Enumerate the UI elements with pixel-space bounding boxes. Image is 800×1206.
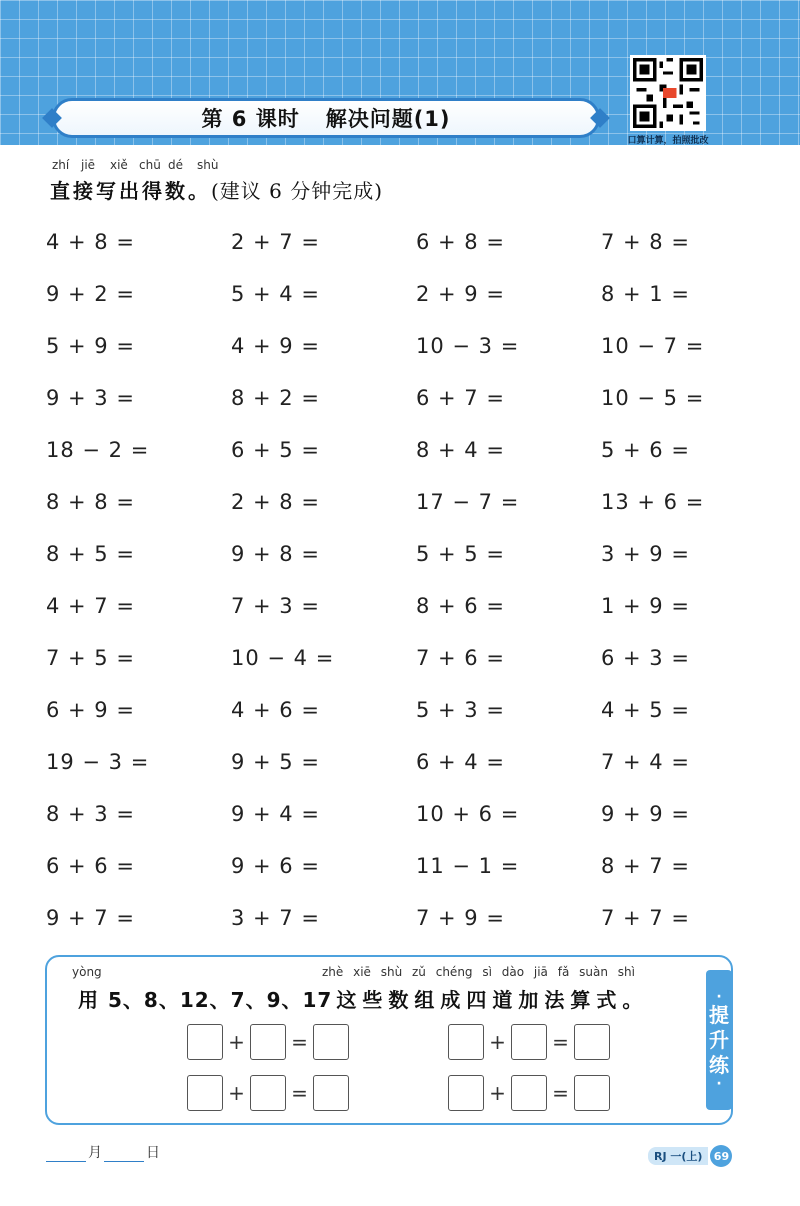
month-blank[interactable] — [46, 1145, 86, 1162]
task-instruction: 用 5、8、12、7、9、17 这些数组成四道加法算式。 — [78, 988, 649, 1012]
time-suggestion: (建议 6 分钟完成) — [211, 179, 384, 203]
arithmetic-problem: 9 + 7 = — [46, 906, 135, 930]
date-field: 月 日 — [46, 1142, 162, 1162]
answer-box[interactable] — [511, 1024, 547, 1060]
answer-box[interactable] — [574, 1075, 610, 1111]
arithmetic-problem: 6 + 7 = — [416, 386, 505, 410]
task-pinyin-rest: zhè xiē shù zǔ chéng sì dào jiā fǎ suàn shì — [322, 965, 635, 979]
arithmetic-problem: 8 + 5 = — [46, 542, 135, 566]
arithmetic-problem: 4 + 8 = — [46, 230, 135, 254]
arithmetic-problem: 10 − 4 = — [231, 646, 335, 670]
practice-tab-char-1: 提 — [709, 1002, 729, 1027]
arithmetic-problem: 8 + 2 = — [231, 386, 320, 410]
arithmetic-problem: 19 − 3 = — [46, 750, 150, 774]
task-pinyin-yong: yòng — [72, 965, 102, 979]
arithmetic-problem: 4 + 7 = — [46, 594, 135, 618]
arithmetic-problem: 9 + 3 = — [46, 386, 135, 410]
arithmetic-problem: 5 + 9 = — [46, 334, 135, 358]
arithmetic-problem: 9 + 6 = — [231, 854, 320, 878]
arithmetic-problem: 9 + 5 = — [231, 750, 320, 774]
answer-box[interactable] — [448, 1075, 484, 1111]
equation-row: + = — [187, 1024, 349, 1060]
arithmetic-problem: 8 + 7 = — [601, 854, 690, 878]
arithmetic-problem: 6 + 4 = — [416, 750, 505, 774]
arithmetic-problem: 10 − 7 = — [601, 334, 705, 358]
arithmetic-problem: 7 + 9 = — [416, 906, 505, 930]
practice-box — [45, 955, 733, 1125]
arithmetic-problem: 1 + 9 = — [601, 594, 690, 618]
arithmetic-problem: 5 + 5 = — [416, 542, 505, 566]
arithmetic-problem: 18 − 2 = — [46, 438, 150, 462]
answer-box[interactable] — [313, 1024, 349, 1060]
arithmetic-problem: 2 + 9 = — [416, 282, 505, 306]
equation-row: + = — [448, 1024, 610, 1060]
arithmetic-problem: 8 + 4 = — [416, 438, 505, 462]
arithmetic-problem: 9 + 2 = — [46, 282, 135, 306]
answer-box[interactable] — [187, 1024, 223, 1060]
arithmetic-problem: 17 − 7 = — [416, 490, 520, 514]
arithmetic-problem: 9 + 4 = — [231, 802, 320, 826]
answer-box[interactable] — [511, 1075, 547, 1111]
edition-label: RJ 一(上) — [648, 1147, 708, 1165]
day-blank[interactable] — [104, 1145, 144, 1162]
arithmetic-problem: 7 + 5 = — [46, 646, 135, 670]
arithmetic-problem: 8 + 3 = — [46, 802, 135, 826]
arithmetic-problem: 5 + 3 = — [416, 698, 505, 722]
arithmetic-problem: 7 + 8 = — [601, 230, 690, 254]
arithmetic-problem: 7 + 4 = — [601, 750, 690, 774]
arithmetic-problem: 7 + 7 = — [601, 906, 690, 930]
arithmetic-problem: 4 + 9 = — [231, 334, 320, 358]
arithmetic-problem: 5 + 6 = — [601, 438, 690, 462]
arithmetic-problem: 2 + 7 = — [231, 230, 320, 254]
instruction-heading: 直接写出得数。(建议 6 分钟完成) — [50, 179, 384, 203]
arithmetic-problem: 9 + 8 = — [231, 542, 320, 566]
arithmetic-problem: 10 − 3 = — [416, 334, 520, 358]
arithmetic-problem: 7 + 3 = — [231, 594, 320, 618]
arithmetic-problem: 6 + 5 = — [231, 438, 320, 462]
arithmetic-problem: 8 + 8 = — [46, 490, 135, 514]
answer-box[interactable] — [448, 1024, 484, 1060]
answer-box[interactable] — [313, 1075, 349, 1111]
answer-box[interactable] — [250, 1024, 286, 1060]
answer-box[interactable] — [250, 1075, 286, 1111]
lesson-topic: 解决问题(1) — [325, 107, 451, 131]
arithmetic-problem: 5 + 4 = — [231, 282, 320, 306]
qr-code-icon[interactable] — [630, 55, 706, 131]
arithmetic-problem: 10 − 5 = — [601, 386, 705, 410]
arithmetic-problem-grid — [46, 226, 746, 954]
arithmetic-problem: 10 + 6 = — [416, 802, 520, 826]
arithmetic-problem: 9 + 9 = — [601, 802, 690, 826]
lesson-number: 第 6 课时 — [201, 107, 300, 131]
arithmetic-problem: 6 + 3 = — [601, 646, 690, 670]
task-numbers: 5、8、12、7、9、17 — [108, 988, 333, 1012]
arithmetic-problem: 8 + 1 = — [601, 282, 690, 306]
arithmetic-problem: 7 + 6 = — [416, 646, 505, 670]
arithmetic-problem: 6 + 9 = — [46, 698, 135, 722]
arithmetic-problem: 4 + 6 = — [231, 698, 320, 722]
lesson-title-banner — [52, 98, 600, 138]
equation-row: + = — [448, 1075, 610, 1111]
arithmetic-problem: 6 + 6 = — [46, 854, 135, 878]
arithmetic-problem: 6 + 8 = — [416, 230, 505, 254]
arithmetic-problem: 13 + 6 = — [601, 490, 705, 514]
arithmetic-problem: 4 + 5 = — [601, 698, 690, 722]
arithmetic-problem: 3 + 7 = — [231, 906, 320, 930]
qr-caption: 口算计算，拍照批改 — [627, 136, 709, 146]
practice-tab: · 提 升 练 · — [706, 970, 732, 1110]
page-tag — [648, 1145, 732, 1167]
arithmetic-problem: 3 + 9 = — [601, 542, 690, 566]
equation-row: + = — [187, 1075, 349, 1111]
instruction-pinyin: zhí jiē xiě chū dé shù — [52, 158, 219, 172]
arithmetic-problem: 8 + 6 = — [416, 594, 505, 618]
arithmetic-problem: 11 − 1 = — [416, 854, 520, 878]
page-number: 69 — [710, 1145, 732, 1167]
answer-box[interactable] — [574, 1024, 610, 1060]
answer-box[interactable] — [187, 1075, 223, 1111]
arithmetic-problem: 2 + 8 = — [231, 490, 320, 514]
practice-tab-char-3: 练 — [709, 1052, 729, 1077]
practice-tab-char-2: 升 — [709, 1027, 729, 1052]
